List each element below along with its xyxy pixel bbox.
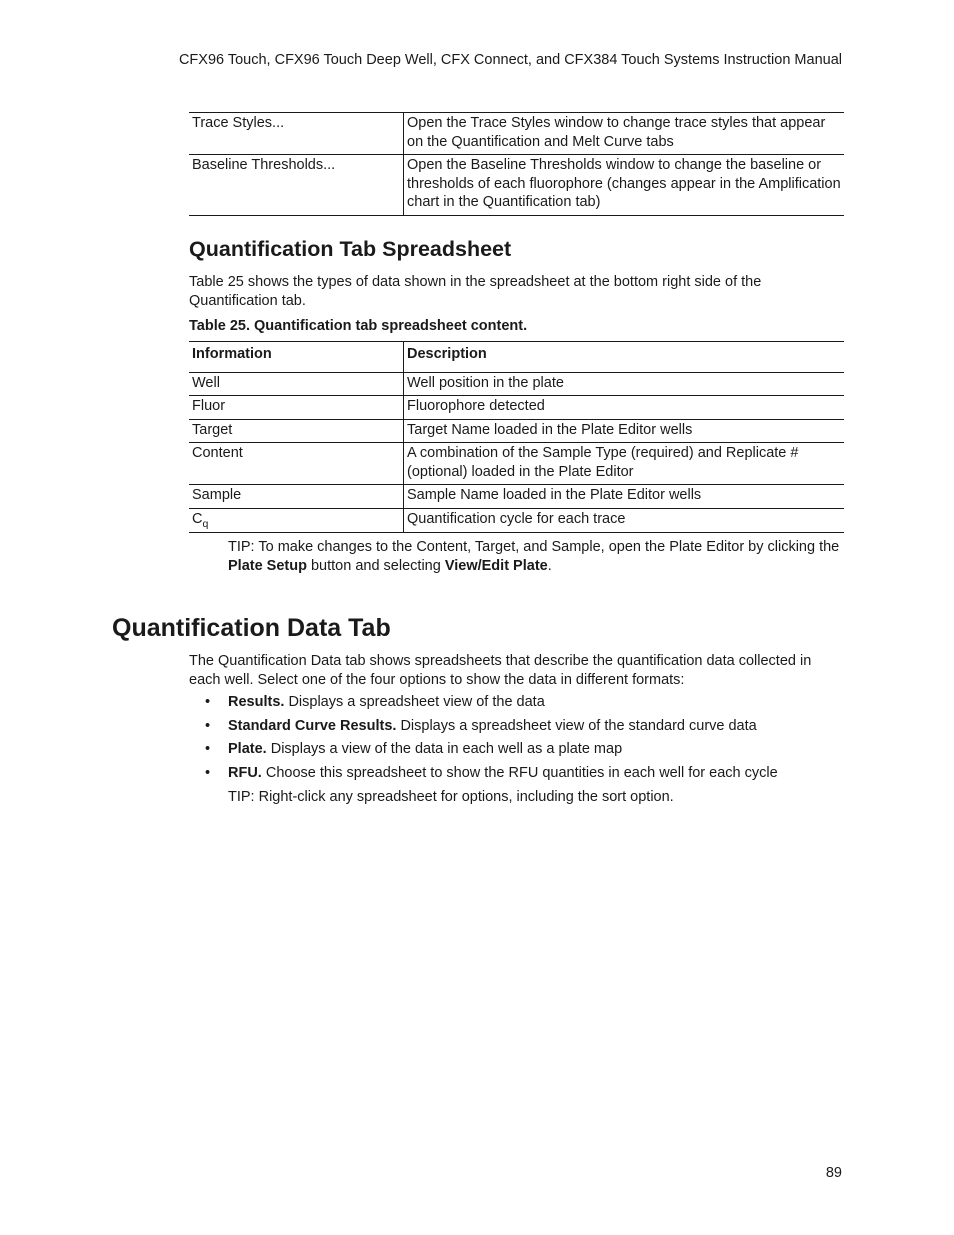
tip-text: . [547,557,552,574]
list-item-text: Displays a view of the data in each well as a plate map [266,741,623,757]
table-row [189,419,844,443]
table-cell-info: Target [189,419,404,443]
table-row [189,372,844,396]
table-row [189,155,844,216]
spreadsheet-intro: Table 25 shows the types of data shown in the spreadsheet at the bottom right side of the Quantification tab. [189,274,762,309]
list-item-term: Results. [228,694,285,710]
list-item [205,740,845,764]
table-cell-description: Open the Baseline Thresholds window to change the baseline or thresholds of each fluorophore (changes appear in the Amplification chart in the Quantification tab) [404,155,845,216]
column-header-information: Information [189,342,404,373]
tip-bold-plate-setup: Plate Setup [228,557,307,574]
table-cell-info [189,508,404,533]
bullet-icon: • [205,694,211,710]
list-item [205,717,845,741]
bullet-icon: • [205,764,211,781]
table-cell-item: Trace Styles... [189,113,404,155]
menu-options-table [189,112,844,216]
section-heading-spreadsheet: Quantification Tab Spreadsheet [189,237,512,261]
tip-right-click: TIP: Right-click any spreadsheet for options, including the sort option. [228,789,674,805]
tip-text: TIP: To make changes to the Content, Target, and Sample, open the Plate Editor by clicking the [228,539,840,555]
list-item-term: RFU. [228,764,262,781]
running-header: CFX96 Touch, CFX96 Touch Deep Well, CFX Connect, and CFX384 Touch Systems Instruction Manual [178,52,842,68]
spreadsheet-content-table [189,341,844,533]
table-cell-description: Sample Name loaded in the Plate Editor wells [404,485,845,509]
bullet-icon: • [205,717,211,734]
table-row [189,443,844,485]
table-cell-description: Target Name loaded in the Plate Editor wells [404,419,845,443]
list-item-term: Plate. [228,741,267,757]
tip-text: button and selecting [306,557,445,574]
page-number: 89 [825,1165,842,1181]
list-item-text: Choose this spreadsheet to show the RFU quantities in each well for each cycle [261,764,778,781]
list-item-text: Displays a spreadsheet view of the data [284,694,545,710]
table-row [189,508,844,533]
column-header-description: Description [404,342,845,373]
tip-bold-view-edit-plate: View/Edit Plate [444,557,548,574]
table-caption: Table 25. Quantification tab spreadsheet content. [189,318,528,334]
table-cell-description: A combination of the Sample Type (required) and Replicate # (optional) loaded in the Plate Editor [404,443,845,485]
list-item-text: Displays a spreadsheet view of the standard curve data [396,717,757,734]
list-item [205,693,845,717]
bullet-icon: • [205,741,211,757]
table-cell-item: Baseline Thresholds... [189,155,404,216]
table-row [189,113,844,155]
table-cell-info: Well [189,372,404,396]
data-format-list [205,693,845,787]
tip-plate-editor [228,538,844,575]
table-header-row [189,342,844,373]
list-item [205,764,845,788]
table-cell-info: Fluor [189,396,404,420]
table-cell-info: Content [189,443,404,485]
cq-symbol: C [192,510,203,527]
table-cell-description: Fluorophore detected [404,396,845,420]
data-tab-intro: The Quantification Data tab shows spreadsheets that describe the quantification data collected in each well. Select one of the four options to show the data in different formats: [189,653,812,688]
table-row [189,485,844,509]
table-cell-info: Sample [189,485,404,509]
section-heading-data-tab: Quantification Data Tab [112,614,391,642]
list-item-term: Standard Curve Results. [228,717,397,734]
table-cell-description: Well position in the plate [404,372,845,396]
cq-subscript: q [202,517,209,530]
table-cell-description: Open the Trace Styles window to change trace styles that appear on the Quantification and Melt Curve tabs [404,113,845,155]
table-cell-description: Quantification cycle for each trace [404,508,845,533]
table-row [189,396,844,420]
